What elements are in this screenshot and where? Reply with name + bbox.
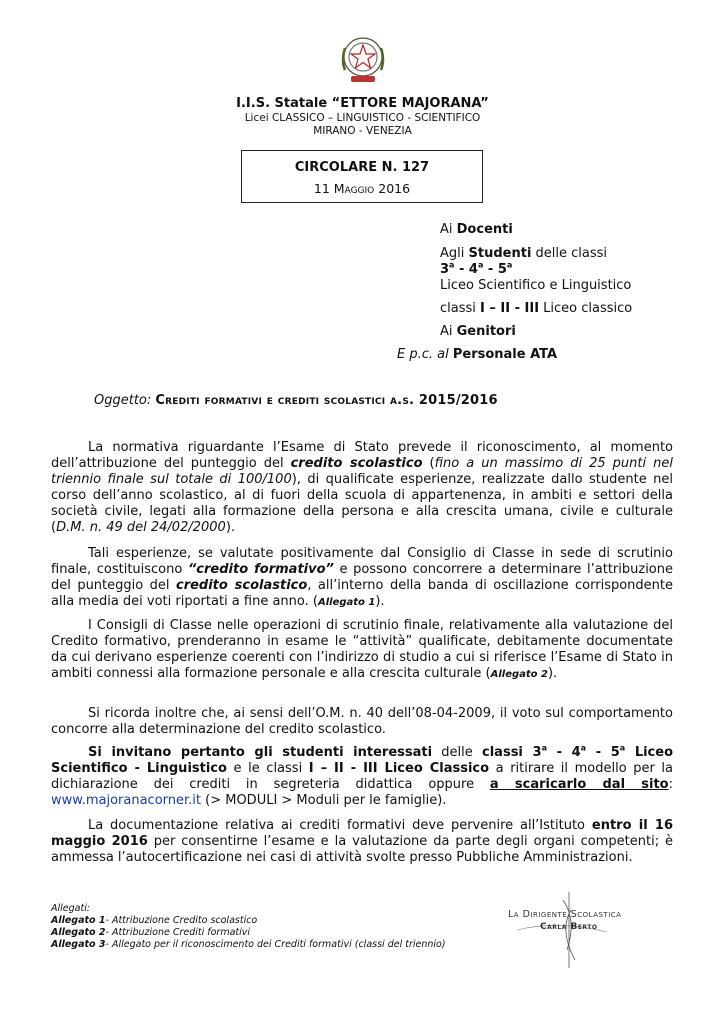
recipient-genitori: Ai Genitori <box>440 324 516 339</box>
school-subtitle: Licei CLASSICO – LINGUISTICO - SCIENTIFICO <box>244 112 481 124</box>
recipient-liceo: Liceo Scientifico e Linguistico <box>440 278 632 293</box>
attachment-item: Allegato 1- Attribuzione Credito scolastico <box>51 915 258 926</box>
paragraph-5: Si invitano pertanto gli studenti interessati delle classi 3$^a$ - 4$^a$ - 5$^a$ Liceo Scientifico - Linguistico e le classi I – II - III Liceo Classico a ritirare il modello per la dichiarazione dei crediti in segreteria didattica oppure a scaricarlo dal sito: www.majoranacorner.it (> MODULI > Moduli per le famiglie). <box>51 743 674 808</box>
circolare-title: CIRCOLARE N. 127 <box>294 160 430 175</box>
recipient-studenti: Agli Studenti delle classi <box>440 246 608 261</box>
recipient-docenti: Ai Docenti <box>440 222 513 237</box>
attachment-item: Allegato 3- Allegato per il riconoscimento dei Crediti formativi (classi del triennio) <box>51 939 446 950</box>
recipient-classi: 3$^a$ - 4$^a$ - 5$^a$ <box>440 260 513 277</box>
italian-republic-emblem-icon <box>337 30 389 88</box>
paragraph-4: Si ricorda inoltre che, ai sensi dell’O.M. n. 40 dell’08-04-2009, il voto sul comportamento concorre alla determinazione del credito scolastico. <box>51 706 673 737</box>
subject-line: Oggetto: Crediti formativi e crediti scolastici a.s. 2015/2016 <box>94 393 498 408</box>
paragraph-3: I Consigli di Classe nelle operazioni di scrutinio finale, relativamente alla valutazione del Credito formativo, prenderanno in esame le “attività” qualificate, debitamente documentate da cui derivano esperienze coerenti con l’indirizzo di studio a cui si riferisce l’Esame di Stato in ambiti connessi alla formazione personale e alla crescita culturale (Allegato 2). <box>51 618 673 681</box>
attachments-list <box>51 903 446 951</box>
circolare-date: 11 Maggio 2016 <box>313 181 411 196</box>
attachment-item: Allegato 2- Attribuzione Crediti formativi <box>51 927 251 938</box>
circolare-box <box>241 150 483 203</box>
attachments-heading: Allegati: <box>51 903 91 914</box>
school-website-link[interactable]: www.majoranacorner.it <box>51 793 201 808</box>
signature-title: La Dirigente Scolastica <box>508 909 622 920</box>
school-name: I.I.S. Statale “ETTORE MAJORANA” <box>236 96 489 111</box>
school-city: MIRANO - VENEZIA <box>313 125 412 137</box>
paragraph-6: La documentazione relativa ai crediti formativi deve pervenire all’Istituto entro il 16 maggio 2016 per consentirne l’esame e la valutazione da parte degli organi competenti; è ammessa l’autocertificazione nei casi di attività svolte presso Pubbliche Amministrazioni. <box>51 818 673 865</box>
recipient-personale-ata: E p.c. al Personale ATA <box>397 347 558 362</box>
paragraph-2: Tali esperienze, se valutate positivamente dal Consiglio di Classe in sede di scrutinio finale, costituiscono “credito formativo” e possono concorrere a determinare l’attribuzione del punteggio del credito scolastico, all’interno della banda di oscillazione corrispondente alla media dei voti riportati a fine anno. (Allegato 1). <box>51 546 674 609</box>
recipient-classico: classi I – II - III Liceo classico <box>440 301 633 316</box>
paragraph-1: La normativa riguardante l’Esame di Stato prevede il riconoscimento, al momento dell’attribuzione del punteggio del credito scolastico (fino a un massimo di 25 punti nel triennio finale sul totale di 100/100), di qualificate esperienze, realizzate dallo studente nel corso dell’anno scolastico, al di fuori della scuola di appartenenza, in ambiti e settori della società civile, legati alla formazione della persona e alla crescita umana, civile e culturale (D.M. n. 49 del 24/02/2000). <box>51 440 673 535</box>
signature-name: Carla Berto <box>540 922 598 932</box>
download-hint: a scaricarlo dal sito <box>489 777 669 792</box>
